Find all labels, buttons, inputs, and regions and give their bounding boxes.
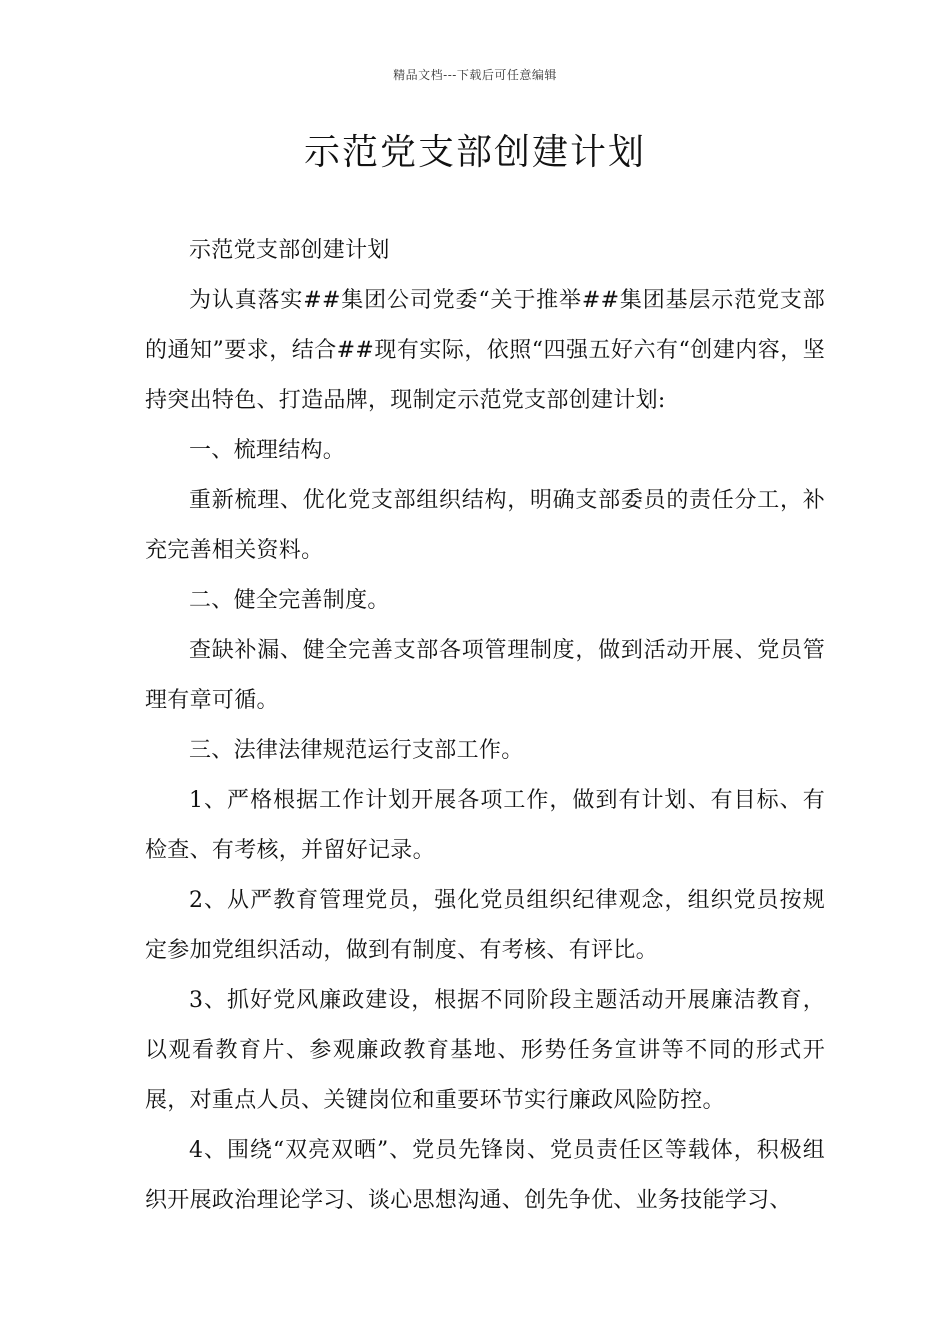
list-item-4: 4、围绕“双亮双晒”、党员先锋岗、党员责任区等载体，积极组织开展政治理论学习、谈心思想沟通、创先争优、业务技能学习、 xyxy=(145,1138,825,1213)
list-item-3: 3、抓好党风廉政建设，根据不同阶段主题活动开展廉洁教育，以观看教育片、参观廉政教育基地、形势任务宣讲等不同的形式开展，对重点人员、关键岗位和重要环节实行廉政风险防控。 xyxy=(145,988,825,1113)
header-note: 精品文档---下载后可任意编辑 xyxy=(393,68,557,82)
paragraph-intro: 为认真落实##集团公司党委“关于推举##集团基层示范党支部的通知”要求，结合##现有实际，依照“四强五好六有“创建内容，坚持突出特色、打造品牌，现制定示范党支部创建计划: xyxy=(145,288,825,413)
list-item-1: 1、严格根据工作计划开展各项工作，做到有计划、有目标、有检查、有考核，并留好记录。 xyxy=(145,788,825,863)
paragraph-section-2: 查缺补漏、健全完善支部各项管理制度，做到活动开展、党员管理有章可循。 xyxy=(145,638,825,713)
paragraph-subtitle: 示范党支部创建计划 xyxy=(189,238,390,263)
paragraph-section-1: 重新梳理、优化党支部组织结构，明确支部委员的责任分工，补充完善相关资料。 xyxy=(145,488,825,563)
section-heading-2: 二、健全完善制度。 xyxy=(189,588,390,613)
section-heading-1: 一、梳理结构。 xyxy=(189,438,346,463)
section-heading-3: 三、法律法律规范运行支部工作。 xyxy=(189,738,524,763)
document-title: 示范党支部创建计划 xyxy=(303,132,646,173)
list-item-2: 2、从严教育管理党员，强化党员组织纪律观念，组织党员按规定参加党组织活动，做到有制度、有考核、有评比。 xyxy=(145,888,825,963)
document-body xyxy=(145,226,825,1226)
